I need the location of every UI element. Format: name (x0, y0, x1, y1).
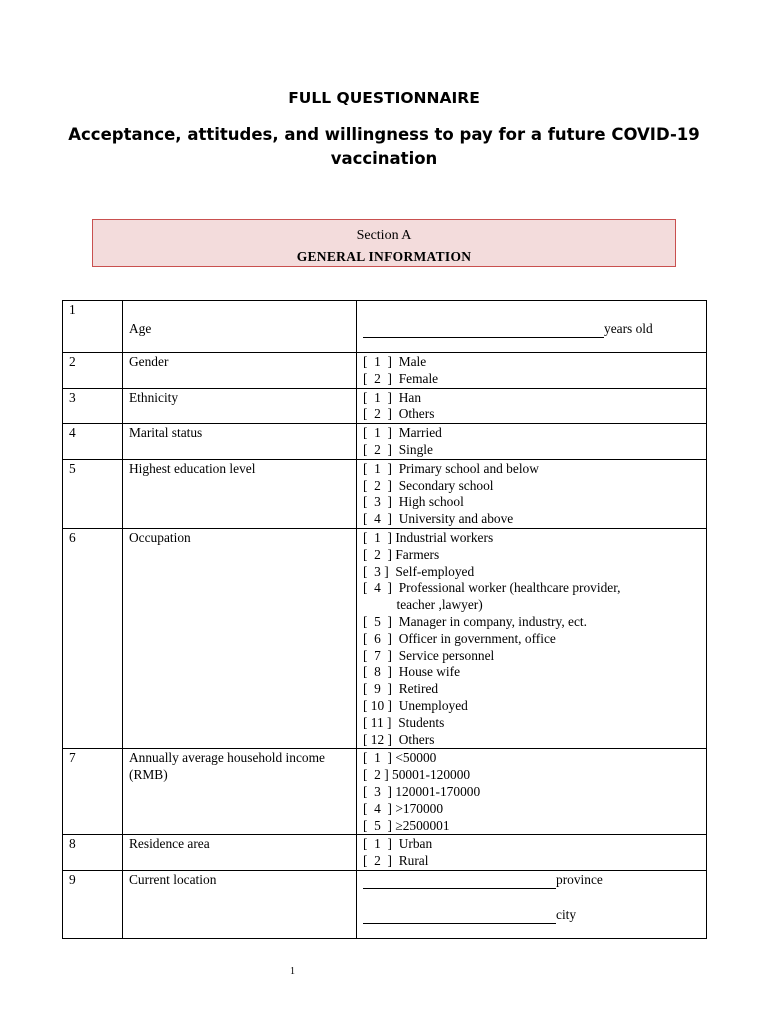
option-professional-worker-continued: teacher ,lawyer) (363, 597, 483, 613)
table-row (63, 424, 707, 460)
option-professional-worker[interactable]: [ 4 ] Professional worker (healthcare provider, (363, 580, 621, 596)
option-single[interactable]: [ 2 ] Single (363, 441, 433, 457)
option-officer[interactable]: [ 6 ] Officer in government, office (363, 630, 556, 646)
document-title: FULL QUESTIONNAIRE (288, 89, 480, 107)
city-input-line[interactable] (363, 909, 556, 924)
option-others[interactable]: [ 2 ] Others (363, 406, 435, 422)
option-income-5[interactable]: [ 5 ] ≥2500001 (363, 817, 450, 833)
table-row (63, 528, 707, 748)
option-manager[interactable]: [ 5 ] Manager in company, industry, ect. (363, 613, 587, 629)
row-item-label: Current location (123, 870, 357, 938)
row-number: 7 (63, 749, 123, 835)
option-high-school[interactable]: [ 3 ] High school (363, 494, 464, 510)
option-service-personnel[interactable]: [ 7 ] Service personnel (363, 647, 495, 663)
row-item-label: Gender (123, 353, 357, 389)
age-input-line[interactable] (363, 323, 604, 338)
option-income-4[interactable]: [ 4 ] >170000 (363, 800, 444, 816)
row-number: 3 (63, 388, 123, 424)
province-suffix: province (556, 871, 603, 887)
option-others[interactable]: [ 12 ] Others (363, 731, 435, 747)
option-income-1[interactable]: [ 1 ] <50000 (363, 750, 437, 766)
table-row (63, 459, 707, 528)
row-item-label: Age (129, 321, 152, 337)
section-label: Section A (356, 228, 412, 243)
row-options (357, 835, 707, 871)
questionnaire-table (62, 300, 707, 939)
table-row (63, 301, 707, 353)
row-item-label: Marital status (123, 424, 357, 460)
age-suffix: years old (604, 321, 653, 337)
row-options (357, 388, 707, 424)
row-item-label: Ethnicity (123, 388, 357, 424)
row-number: 4 (63, 424, 123, 460)
section-header (92, 219, 676, 267)
province-input-line[interactable] (363, 874, 556, 889)
row-options (357, 459, 707, 528)
row-number: 2 (63, 353, 123, 389)
option-secondary-school[interactable]: [ 2 ] Secondary school (363, 477, 494, 493)
option-primary-school[interactable]: [ 1 ] Primary school and below (363, 460, 539, 476)
option-female[interactable]: [ 2 ] Female (363, 370, 439, 386)
section-title: GENERAL INFORMATION (296, 249, 472, 264)
document-subtitle: Acceptance, attitudes, and willingness to pay for a future COVID-19 vaccination (68, 125, 700, 168)
table-row (63, 353, 707, 389)
table-row (63, 749, 707, 835)
option-income-2[interactable]: [ 2 ] 50001-120000 (363, 767, 471, 783)
row-options (357, 353, 707, 389)
city-suffix: city (556, 906, 577, 922)
option-unemployed[interactable]: [ 10 ] Unemployed (363, 697, 468, 713)
row-number: 8 (63, 835, 123, 871)
option-retired[interactable]: [ 9 ] Retired (363, 681, 439, 697)
option-students[interactable]: [ 11 ] Students (363, 714, 445, 730)
option-income-3[interactable]: [ 3 ] 120001-170000 (363, 783, 481, 799)
option-urban[interactable]: [ 1 ] Urban (363, 836, 433, 852)
page-number: 1 (290, 966, 295, 977)
row-number: 1 (63, 301, 123, 353)
row-options (357, 528, 707, 748)
row-options (357, 749, 707, 835)
table-row (63, 870, 707, 938)
row-number: 5 (63, 459, 123, 528)
table-row (63, 388, 707, 424)
option-farmers[interactable]: [ 2 ] Farmers (363, 546, 440, 562)
option-married[interactable]: [ 1 ] Married (363, 425, 442, 441)
row-number: 6 (63, 528, 123, 748)
option-self-employed[interactable]: [ 3 ] Self-employed (363, 563, 475, 579)
option-house-wife[interactable]: [ 8 ] House wife (363, 664, 461, 680)
row-item-label: Highest education level (123, 459, 357, 528)
row-number: 9 (63, 870, 123, 938)
option-rural[interactable]: [ 2 ] Rural (363, 853, 429, 869)
row-item-label: Occupation (123, 528, 357, 748)
table-row (63, 835, 707, 871)
row-item-label: Residence area (123, 835, 357, 871)
row-options (357, 424, 707, 460)
option-university[interactable]: [ 4 ] University and above (363, 511, 514, 527)
option-han[interactable]: [ 1 ] Han (363, 389, 422, 405)
option-male[interactable]: [ 1 ] Male (363, 354, 427, 369)
row-item-label: Annually average household income (RMB) (123, 749, 357, 835)
option-industrial-workers[interactable]: [ 1 ] Industrial workers (363, 529, 494, 545)
